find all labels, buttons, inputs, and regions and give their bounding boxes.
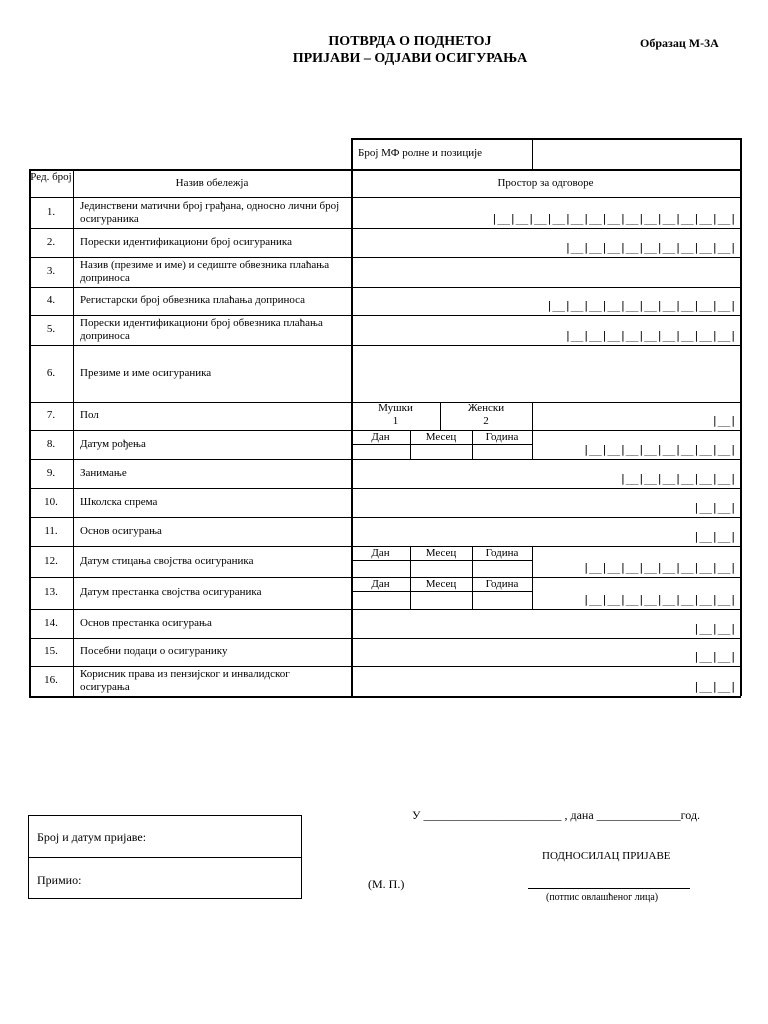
- registration-date-label: Број и датум пријаве:: [37, 830, 147, 844]
- answer-digit-boxes[interactable]: |__|__|__|__|__|__|__|__|__|__|: [546, 299, 736, 312]
- date-subheader-line: [351, 560, 532, 561]
- row-label: Јединствени матични број грађана, односно лични број осигураника: [80, 199, 340, 225]
- column-divider-1: [73, 169, 74, 696]
- page-title-line2: ПРИЈАВИ – ОДЈАВИ ОСИГУРАЊА: [292, 51, 528, 66]
- row-divider: [29, 488, 741, 489]
- row-label: Назив (презиме и име) и седиште обвезника плаћања доприноса: [80, 259, 330, 284]
- date-divider: [532, 430, 533, 459]
- row-label: Основ престанка осигурања: [80, 616, 212, 629]
- place-date-line: У _______________________ , дана ______________год.: [412, 808, 701, 822]
- answer-digit-boxes[interactable]: |__|: [711, 414, 736, 427]
- seal-placeholder: (М. П.): [368, 877, 405, 891]
- column-header-answer: Простор за одговоре: [497, 177, 594, 189]
- row-divider: [29, 257, 741, 258]
- row-label: Датум престанка својства осигураника: [80, 586, 262, 598]
- row-number: 9.: [46, 466, 56, 479]
- row-number: 16.: [44, 674, 58, 686]
- row-number: 1.: [46, 205, 56, 218]
- row-label: Занимање: [80, 466, 127, 479]
- row-number: 15.: [44, 645, 58, 657]
- row-divider: [29, 517, 741, 518]
- column-header-name: Назив обележја: [175, 177, 249, 189]
- row-number: 4.: [46, 294, 56, 306]
- form-code: Образац М-3А: [640, 36, 719, 50]
- row-number: 2.: [46, 235, 56, 248]
- gender-male-code: 1: [392, 415, 399, 427]
- table-right-border: [740, 138, 742, 696]
- mf-box-divider: [532, 138, 533, 169]
- answer-digit-boxes[interactable]: |__|__|: [693, 680, 736, 693]
- row-label: Посебни подаци о осигуранику: [80, 645, 228, 657]
- gender-divider: [532, 402, 533, 430]
- registration-box: [28, 815, 302, 899]
- table-header-top: [29, 169, 741, 171]
- row-number: 5.: [46, 323, 56, 335]
- row-divider: [29, 638, 741, 639]
- row-number: 14.: [44, 616, 58, 629]
- row-number: 7.: [46, 409, 56, 421]
- answer-digit-boxes[interactable]: |__|__|: [693, 530, 736, 543]
- row-divider: [29, 609, 741, 610]
- date-day-label: Дан: [371, 431, 390, 443]
- row-divider: [29, 197, 741, 198]
- answer-digit-boxes[interactable]: |__|__|__|__|__|__|__|__|__|: [564, 329, 736, 342]
- row-label: Датум рођења: [80, 437, 146, 450]
- answer-digit-boxes[interactable]: |__|__|__|__|__|__|: [619, 472, 736, 485]
- date-divider: [532, 546, 533, 577]
- date-month-label: Месец: [425, 578, 457, 590]
- row-label: Корисник права из пензијског и инвалидског осигурања: [80, 668, 290, 693]
- answer-digit-boxes[interactable]: |__|__|__|__|__|__|__|__|__|: [564, 241, 736, 254]
- row-number: 8.: [46, 437, 56, 450]
- row-divider: [29, 315, 741, 316]
- row-number: 10.: [44, 495, 58, 508]
- page-title-line1: ПОТВРДА О ПОДНЕТОЈ: [328, 34, 492, 49]
- date-year-label: Година: [485, 547, 519, 559]
- row-divider: [29, 228, 741, 229]
- row-number: 13.: [44, 586, 58, 598]
- row-number: 3.: [46, 265, 56, 277]
- row-label: Порески идентификациони број обвезника плаћања доприноса: [80, 317, 323, 342]
- answer-digit-boxes[interactable]: |__|__|__|__|__|__|__|__|: [582, 561, 736, 574]
- answer-digit-boxes[interactable]: |__|__|__|__|__|__|__|__|: [582, 593, 736, 606]
- row-number: 6.: [46, 366, 56, 379]
- row-number: 11.: [44, 524, 58, 537]
- row-label: Школска спрема: [80, 495, 158, 508]
- signature-hint: (потпис овлашћеног лица): [546, 892, 659, 903]
- answer-digit-boxes[interactable]: |__|__|: [693, 622, 736, 635]
- received-by-label: Примио:: [37, 873, 82, 887]
- row-divider: [29, 666, 741, 667]
- mf-box-top: [351, 138, 741, 140]
- date-month-label: Месец: [425, 547, 457, 559]
- mf-roll-label: Број МФ ролне и позиције: [358, 147, 483, 159]
- date-month-label: Месец: [425, 431, 457, 443]
- gender-male-label: Мушки: [378, 402, 413, 414]
- answer-digit-boxes[interactable]: |__|__|__|__|__|__|__|__|__|__|__|__|__|: [491, 212, 736, 225]
- date-divider: [532, 577, 533, 609]
- row-label: Основ осигурања: [80, 524, 162, 537]
- row-divider: [29, 459, 741, 460]
- gender-female-code: 2: [483, 415, 489, 427]
- mf-box-left: [351, 138, 353, 169]
- date-day-label: Дан: [371, 578, 390, 590]
- column-header-number: Ред. број: [30, 171, 72, 183]
- row-label: Датум стицања својства осигураника: [80, 554, 254, 567]
- row-label: Порески идентификациони број осигураника: [80, 235, 292, 248]
- signature-line: [528, 888, 690, 889]
- row-label: Регистарски број обвезника плаћања доприноса: [80, 294, 306, 306]
- row-label: Пол: [80, 409, 99, 421]
- date-subheader-line: [351, 444, 532, 445]
- table-bottom-border: [29, 696, 741, 698]
- row-number: 12.: [44, 554, 58, 567]
- gender-female-label: Женски: [467, 402, 505, 414]
- date-year-label: Година: [485, 431, 519, 443]
- applicant-label: ПОДНОСИЛАЦ ПРИЈАВЕ: [542, 850, 671, 862]
- row-label: Презиме и име осигураника: [80, 366, 212, 379]
- row-divider: [29, 287, 741, 288]
- answer-digit-boxes[interactable]: |__|__|: [693, 650, 736, 663]
- date-year-label: Година: [485, 578, 519, 590]
- date-subheader-line: [351, 591, 532, 592]
- answer-digit-boxes[interactable]: |__|__|: [693, 501, 736, 514]
- row-divider: [29, 345, 741, 346]
- answer-digit-boxes[interactable]: |__|__|__|__|__|__|__|__|: [582, 443, 736, 456]
- date-day-label: Дан: [371, 547, 390, 559]
